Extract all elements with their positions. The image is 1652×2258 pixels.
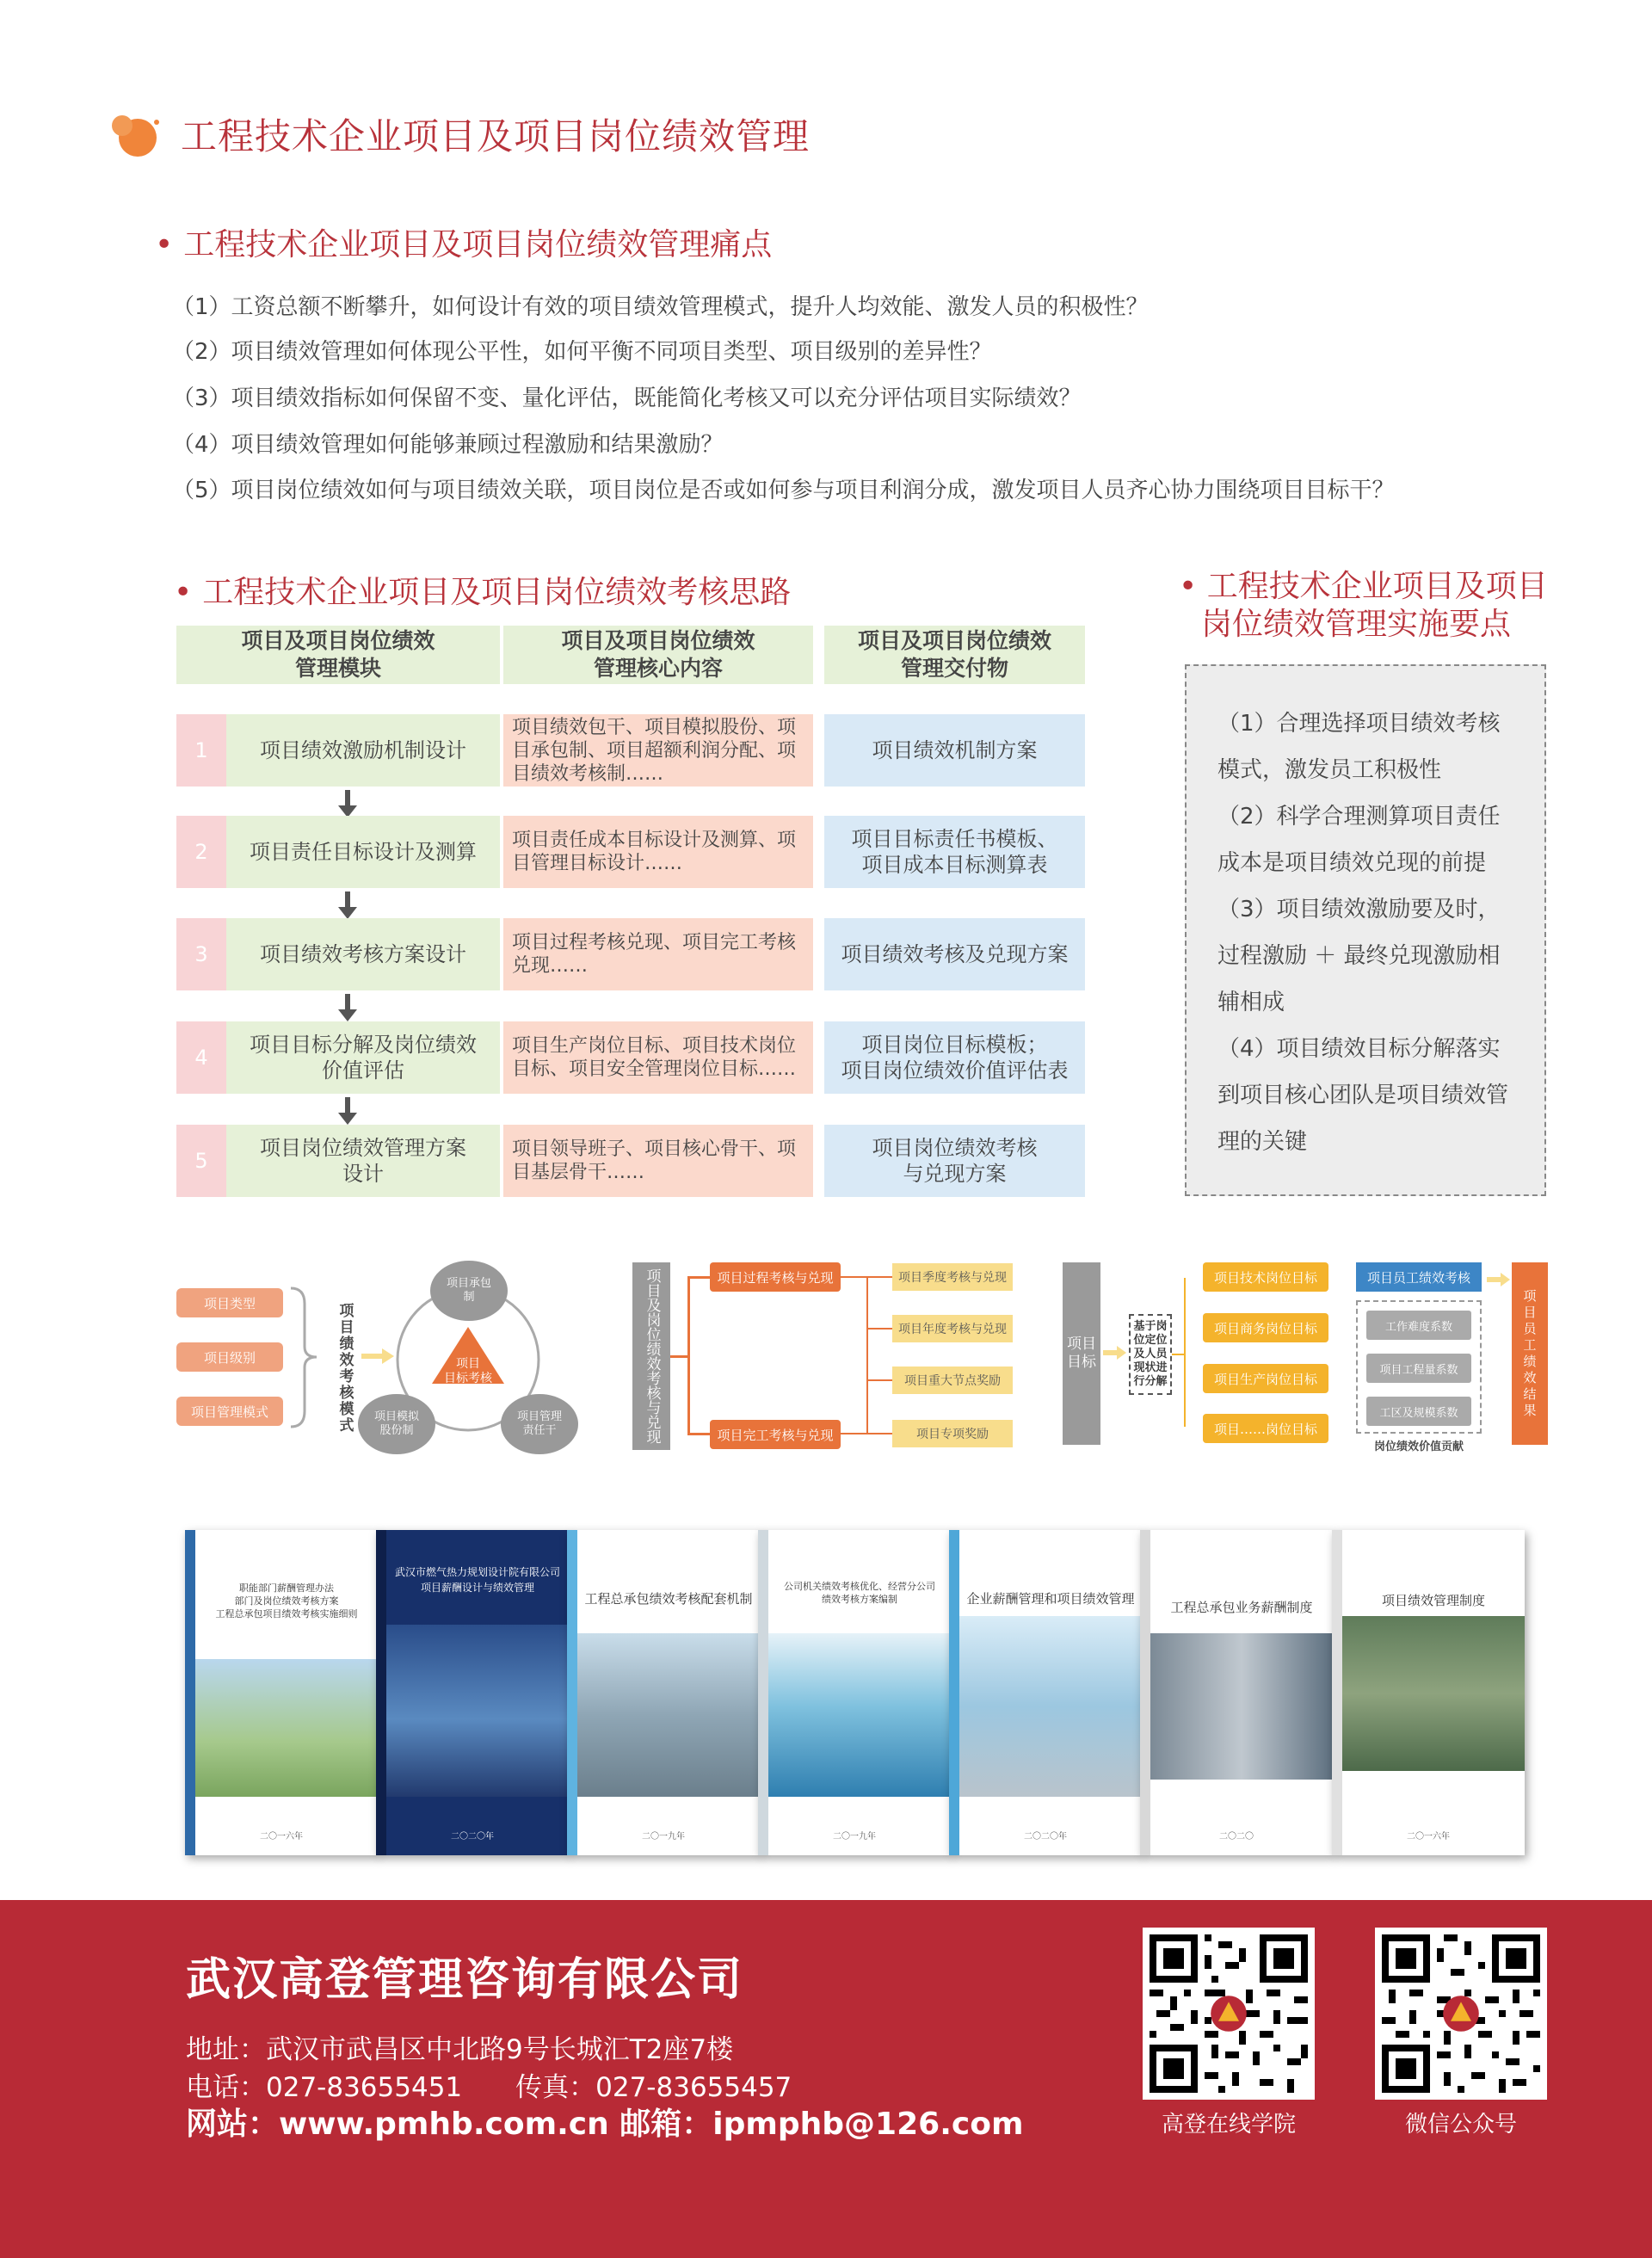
row-content: 项目过程考核兑现、项目完工考核兑现…… xyxy=(503,918,813,990)
position-production: 项目生产岗位目标 xyxy=(1203,1364,1328,1393)
book-cover xyxy=(758,1530,951,1855)
book-year: 二〇一九年 xyxy=(642,1832,685,1842)
book-title: 工程总承包业务薪酬制度 xyxy=(1170,1600,1313,1615)
book-title: 项目绩效管理制度 xyxy=(1381,1593,1485,1608)
arrow-right-icon xyxy=(1487,1272,1511,1287)
book-cover xyxy=(1332,1530,1525,1855)
row-number: 3 xyxy=(176,918,226,990)
page-title: 工程技术企业项目及项目岗位绩效管理 xyxy=(181,115,811,157)
company-web[interactable]: 网站：www.pmhb.com.cn 邮箱：ipmphb@126.com xyxy=(186,2107,1024,2142)
leaf-milestone: 项目重大节点奖励 xyxy=(892,1367,1013,1394)
book-cover xyxy=(376,1530,569,1855)
qr-label-academy: 高登在线学院 xyxy=(1161,2112,1296,2138)
qr-code-icon[interactable] xyxy=(1375,1928,1547,2100)
book-year: 二〇二〇年 xyxy=(1024,1832,1067,1842)
header-content: 项目及项目岗位绩效 管理核心内容 xyxy=(503,626,813,684)
key-points-title-line2: 岗位绩效管理实施要点 xyxy=(1201,607,1512,642)
pain-point-1: （1）工资总额不断攀升，如何设计有效的项目绩效管理模式，提升人均效能、激发人员的积极性？ xyxy=(172,294,1149,320)
company-phone: 电话：027-83655451 传真：027-83655457 xyxy=(186,2072,792,2103)
book-year: 二〇一六年 xyxy=(1407,1832,1450,1842)
branch-process: 项目过程考核与兑现 xyxy=(710,1262,841,1292)
pain-point-5: （5）项目岗位绩效如何与项目绩效关联，项目岗位是否或如何参与项目利润分成，激发项目人员齐心协力围绕项目目标干？ xyxy=(172,478,1395,503)
key-point-1: （1）合理选择项目绩效考核模式，激发员工积极性 xyxy=(1217,711,1501,783)
row-deliverable: 项目目标责任书模板、 项目成本目标测算表 xyxy=(824,816,1085,888)
center-target: 项目 目标考核 xyxy=(444,1357,492,1385)
pain-point-4: （4）项目绩效管理如何能够兼顾过程激励和结果激励？ xyxy=(172,432,724,458)
book-year: 二〇一九年 xyxy=(833,1832,876,1842)
key-points-title-line1: 工程技术企业项目及项目 xyxy=(1206,569,1548,604)
row-module: 项目责任目标设计及测算 xyxy=(226,816,500,888)
position-technical: 项目技术岗位目标 xyxy=(1203,1262,1328,1292)
row-module: 项目岗位绩效管理方案 设计 xyxy=(226,1125,500,1197)
qr-label-wechat: 微信公众号 xyxy=(1404,2112,1517,2138)
position-other: 项目……岗位目标 xyxy=(1203,1414,1328,1443)
book-year: 二〇二〇年 xyxy=(451,1832,494,1842)
factor-workload: 项目工程量系数 xyxy=(1366,1354,1471,1383)
book-cover xyxy=(567,1530,760,1855)
row-module: 项目绩效考核方案设计 xyxy=(226,918,500,990)
company-name: 武汉高登管理咨询有限公司 xyxy=(186,1954,744,2006)
book-title: 武汉市燃气热力规划设计院有限公司 项目薪酬设计与绩效管理 xyxy=(394,1566,560,1594)
key-point-4: （4）项目绩效目标分解落实到项目核心团队是项目绩效管理的关键 xyxy=(1217,1036,1509,1155)
row-content: 项目责任成本目标设计及测算、项目管理目标设计…… xyxy=(503,816,813,888)
factor-difficulty: 工作难度系数 xyxy=(1366,1311,1471,1340)
leaf-annual: 项目年度考核与兑现 xyxy=(892,1315,1013,1342)
row-module: 项目绩效激励机制设计 xyxy=(226,714,500,787)
qr-code-icon[interactable] xyxy=(1143,1928,1315,2100)
company-address: 地址：武汉市武昌区中北路9号长城汇T2座7楼 xyxy=(186,2034,734,2065)
key-points-title: • 工程技术企业项目及项目 岗位绩效管理实施要点 xyxy=(1179,569,1548,642)
pill-project-level: 项目级别 xyxy=(176,1342,283,1372)
book-title: 工程总承包绩效考核配套机制 xyxy=(584,1591,753,1607)
row-number: 1 xyxy=(176,714,226,787)
header-deliverable: 项目及项目岗位绩效 管理交付物 xyxy=(824,626,1085,684)
approach-title: • 工程技术企业项目及项目岗位绩效考核思路 xyxy=(174,568,791,612)
book-year: 二〇二〇 xyxy=(1219,1832,1254,1842)
row-content: 项目领导班子、项目核心骨干、项目基层骨干…… xyxy=(503,1125,813,1197)
book-cover xyxy=(1140,1530,1333,1855)
book-cover xyxy=(949,1530,1142,1855)
bracket-icon xyxy=(289,1286,320,1428)
row-deliverable: 项目岗位目标模板； 项目岗位绩效价值评估表 xyxy=(824,1021,1085,1094)
book-year: 二〇一六年 xyxy=(260,1832,303,1842)
header-module: 项目及项目岗位绩效 管理模块 xyxy=(176,626,500,684)
arrow-right-icon xyxy=(361,1347,396,1366)
book-cover xyxy=(185,1530,378,1855)
logo-blob-icon xyxy=(108,110,160,162)
pain-points-title: • 工程技术企业项目及项目岗位绩效管理痛点 xyxy=(155,220,772,264)
dashed-note: 基于岗位定位及人员现状进行分解 xyxy=(1129,1314,1172,1395)
factor-scale: 工区及规模系数 xyxy=(1366,1397,1471,1426)
row-number: 2 xyxy=(176,816,226,888)
node-simulated-share: 项目模拟 股份制 xyxy=(358,1394,435,1454)
row-deliverable: 项目绩效考核及兑现方案 xyxy=(824,918,1085,990)
row-number: 5 xyxy=(176,1125,226,1197)
key-point-3: （3）项目绩效激励要及时，过程激励 ＋ 最终兑现激励相辅相成 xyxy=(1217,897,1501,1015)
book-title: 企业薪酬管理和项目绩效管理 xyxy=(966,1591,1135,1607)
pain-point-3: （3）项目绩效指标如何保留不变、量化评估，既能简化考核又可以充分评估项目实际绩效？ xyxy=(172,386,1082,411)
arrow-right-icon xyxy=(1103,1345,1127,1360)
row-content: 项目生产岗位目标、项目技术岗位目标、项目安全管理岗位目标…… xyxy=(503,1021,813,1094)
pain-point-2: （2）项目绩效管理如何体现公平性，如何平衡不同项目类型、项目级别的差异性？ xyxy=(172,339,992,365)
position-commercial: 项目商务岗位目标 xyxy=(1203,1313,1328,1342)
leaf-special: 项目专项奖励 xyxy=(892,1420,1013,1447)
book-title: 公司机关绩效考核优化、经营分公司 绩效考核方案编制 xyxy=(784,1581,935,1605)
result-bar: 项目员工绩效结果 xyxy=(1512,1262,1548,1445)
row-module: 项目目标分解及岗位绩效 价值评估 xyxy=(226,1021,500,1094)
employee-assessment: 项目员工绩效考核 xyxy=(1356,1262,1482,1292)
pill-management-mode: 项目管理模式 xyxy=(176,1397,283,1426)
row-content: 项目绩效包干、项目模拟股份、项目承包制、项目超额利润分配、项目绩效考核制…… xyxy=(503,714,813,787)
row-deliverable: 项目岗位绩效考核 与兑现方案 xyxy=(824,1125,1085,1197)
leaf-quarterly: 项目季度考核与兑现 xyxy=(892,1263,1013,1291)
branch-completion: 项目完工考核与兑现 xyxy=(710,1420,841,1449)
node-contract: 项目承包 制 xyxy=(430,1261,508,1321)
key-points-box xyxy=(1185,664,1546,1196)
vertical-label: 项目绩效考核模式 xyxy=(339,1303,354,1434)
row-number: 4 xyxy=(176,1021,226,1094)
node-management-responsibility: 项目管理 责任干 xyxy=(501,1394,578,1454)
pill-project-type: 项目类型 xyxy=(176,1288,283,1317)
row-deliverable: 项目绩效机制方案 xyxy=(824,714,1085,787)
left-bar: 项目目标 xyxy=(1063,1262,1100,1445)
factor-caption: 岗位绩效价值贡献 xyxy=(1373,1441,1464,1453)
book-title: 职能部门薪酬管理办法 部门及岗位绩效考核方案 工程总承包项目绩效考核实施细则 xyxy=(215,1582,358,1619)
left-bar: 项目及岗位绩效考核与兑现 xyxy=(632,1262,670,1450)
key-point-2: （2）科学合理测算项目责任成本是项目绩效兑现的前提 xyxy=(1217,804,1501,876)
